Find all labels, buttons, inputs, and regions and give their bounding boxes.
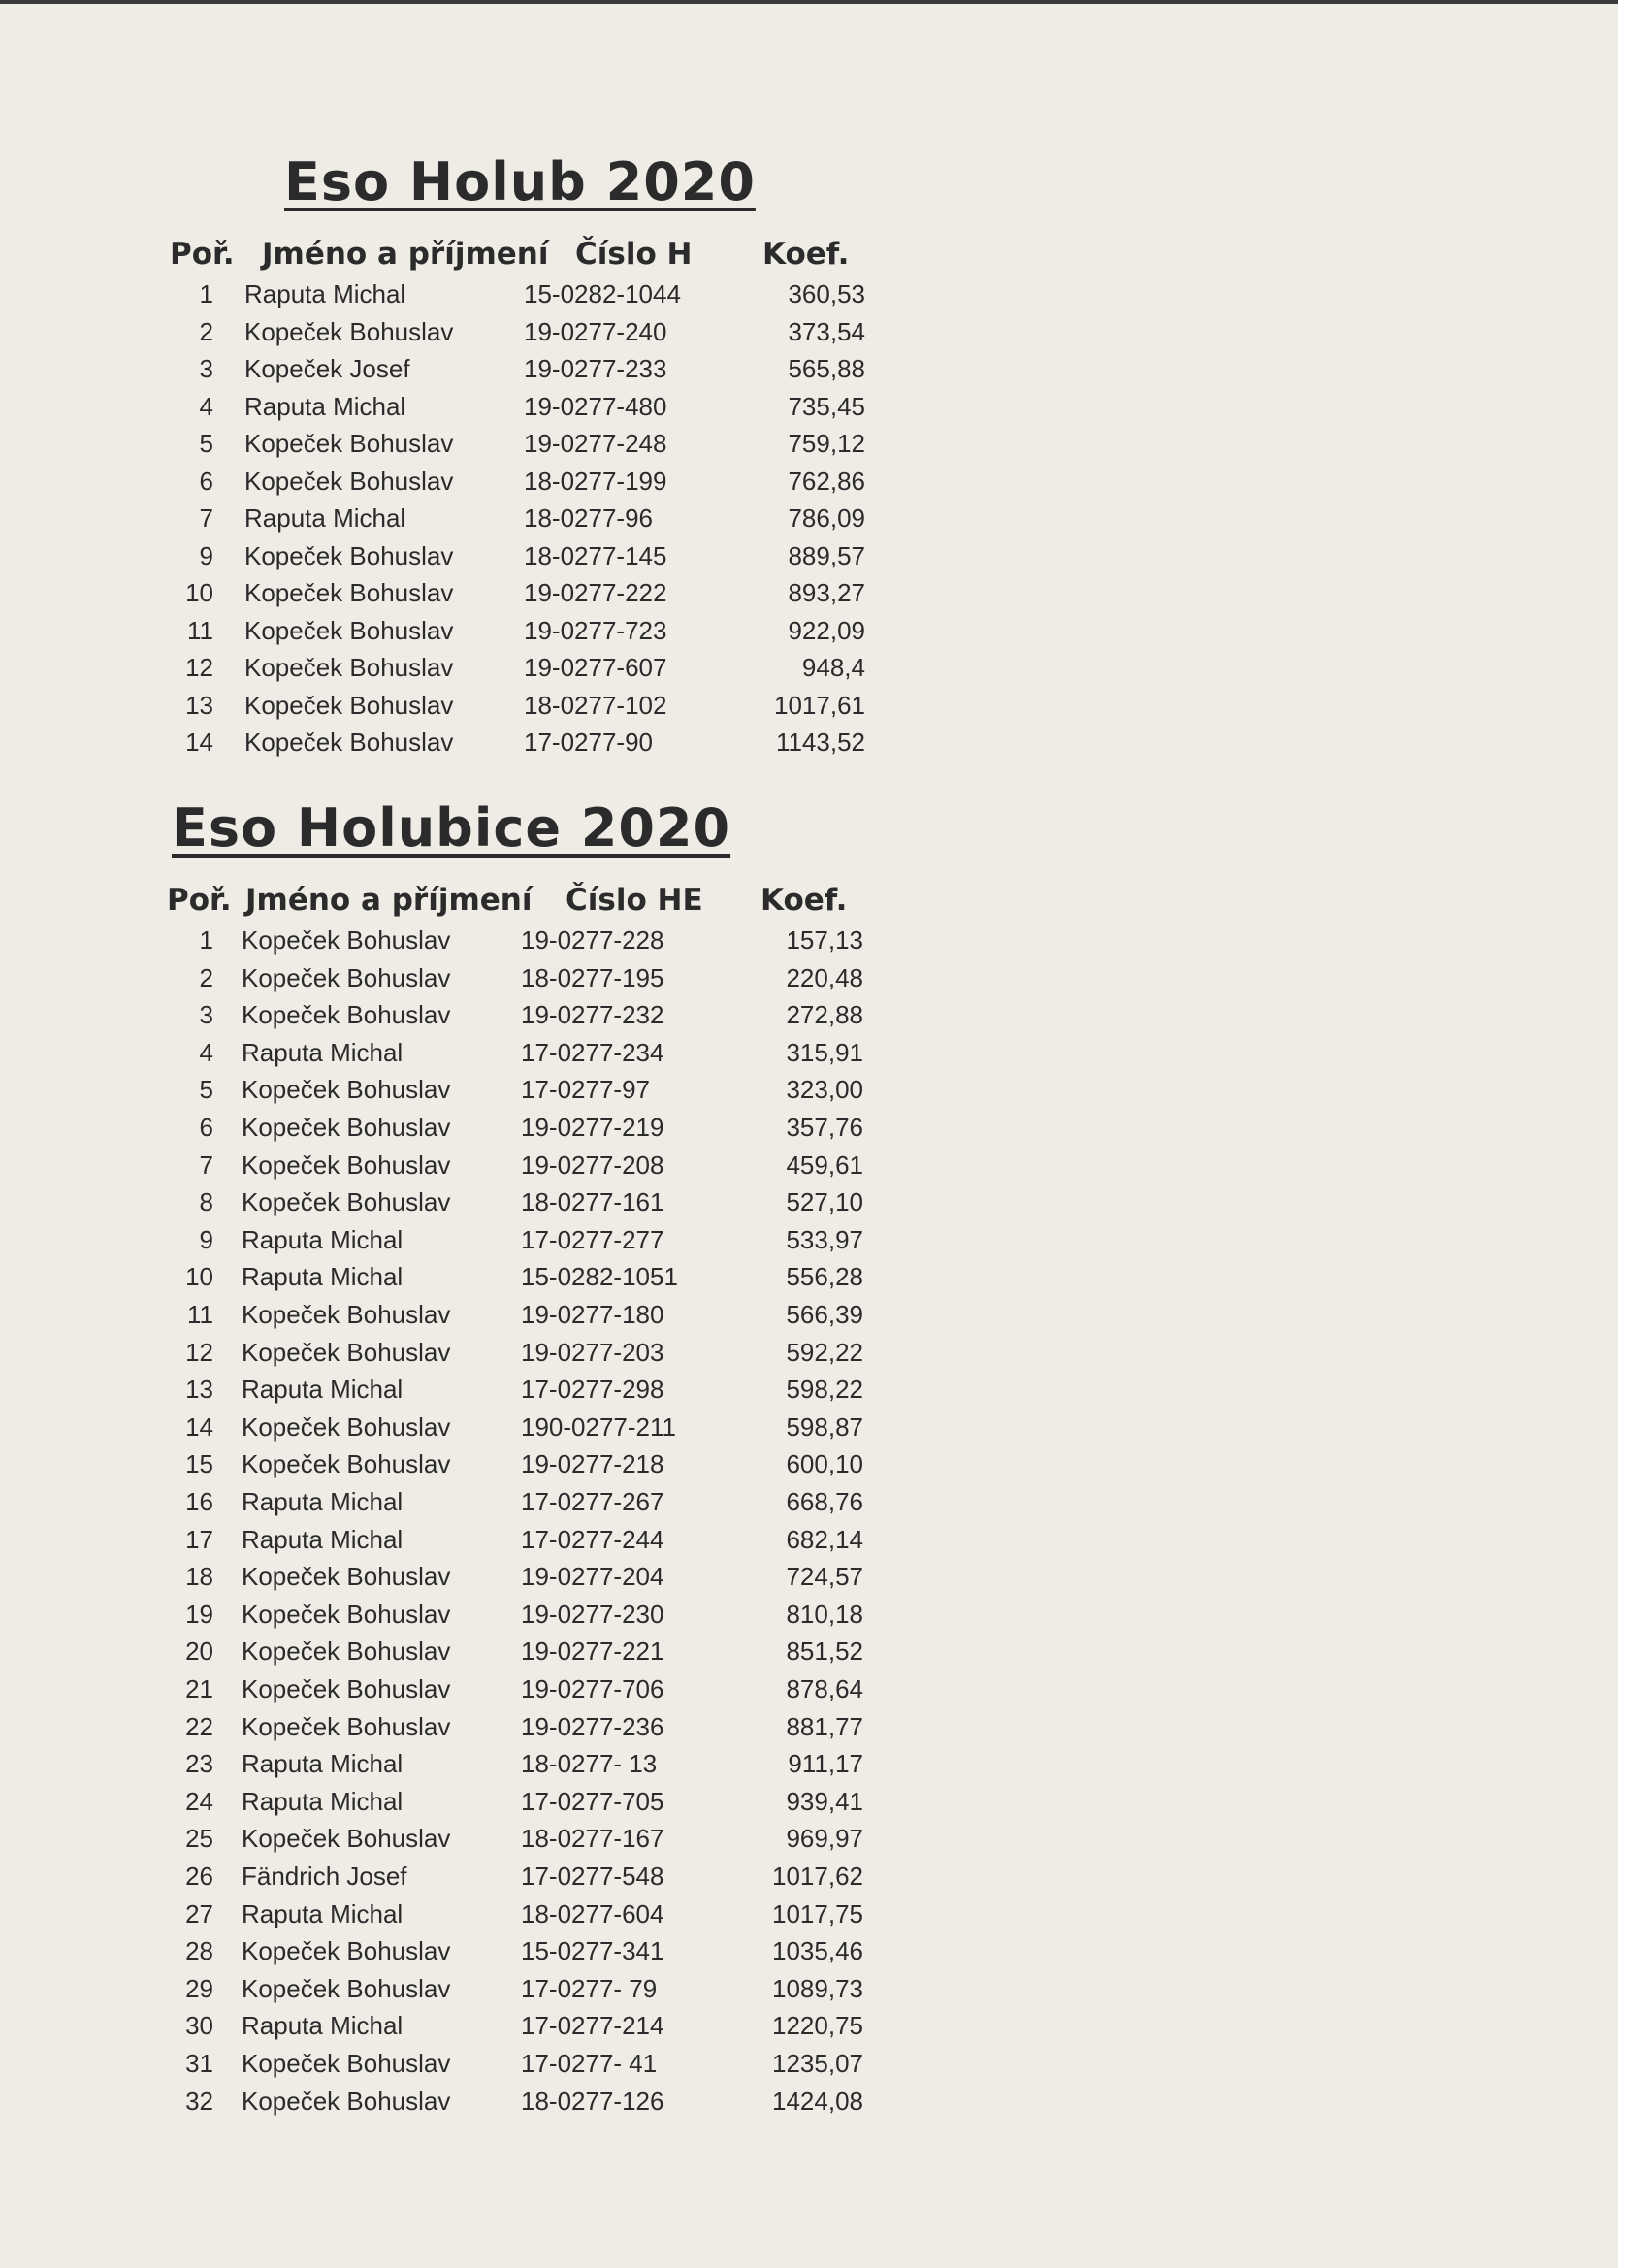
holubice-header-cislo: Číslo HE	[566, 883, 703, 918]
row-number: 1	[199, 925, 213, 955]
row-coefficient: 735,45	[788, 391, 865, 421]
row-number: 6	[199, 1113, 213, 1142]
row-name: Fändrich Josef	[242, 1862, 407, 1891]
row-name: Raputa Michal	[244, 503, 406, 533]
row-ring-number: 19-0277-208	[521, 1150, 664, 1180]
row-coefficient: 1089,73	[772, 1973, 863, 2003]
row-coefficient: 668,76	[786, 1487, 863, 1516]
row-ring-number: 19-0277-221	[521, 1636, 664, 1667]
row-name: Kopeček Bohuslav	[242, 2086, 451, 2116]
row-number: 2	[199, 962, 213, 992]
holub-header-cislo: Číslo H	[575, 237, 693, 272]
row-ring-number: 17-0277- 41	[521, 2049, 658, 2078]
row-coefficient: 1424,08	[772, 2086, 863, 2116]
row-ring-number: 19-0277-218	[521, 1449, 664, 1479]
row-ring-number: 15-0277-341	[521, 1936, 664, 1966]
row-number: 11	[187, 1300, 213, 1329]
row-coefficient: 323,00	[786, 1075, 863, 1105]
row-number: 1	[199, 279, 213, 308]
row-number: 13	[185, 1375, 213, 1405]
row-name: Raputa Michal	[244, 279, 406, 308]
row-name: Raputa Michal	[242, 1037, 404, 1067]
row-ring-number: 17-0277- 79	[521, 1973, 658, 2003]
row-ring-number: 190-0277-211	[521, 1411, 676, 1442]
row-ring-number: 17-0277-97	[521, 1075, 650, 1105]
row-ring-number: 17-0277-244	[521, 1524, 664, 1554]
row-coefficient: 1143,52	[775, 728, 865, 757]
row-coefficient: 893,27	[788, 578, 865, 607]
row-name: Kopeček Bohuslav	[242, 1674, 451, 1703]
row-name: Raputa Michal	[242, 1262, 404, 1292]
row-coefficient: 759,12	[788, 429, 865, 458]
row-name: Kopeček Bohuslav	[244, 728, 454, 757]
row-coefficient: 565,88	[788, 354, 865, 383]
row-name: Kopeček Bohuslav	[242, 1449, 451, 1479]
row-ring-number: 19-0277-219	[521, 1113, 664, 1142]
row-number: 16	[185, 1487, 213, 1516]
row-name: Raputa Michal	[244, 391, 406, 421]
row-number: 23	[185, 1749, 213, 1779]
row-number: 8	[199, 1187, 213, 1217]
row-number: 10	[185, 578, 213, 607]
row-ring-number: 18-0277-604	[521, 1898, 664, 1928]
row-coefficient: 878,64	[786, 1674, 863, 1703]
holubice-header-por: Poř.	[167, 883, 232, 918]
row-ring-number: 18-0277- 13	[521, 1749, 658, 1779]
row-number: 24	[185, 1786, 213, 1816]
row-number: 15	[185, 1449, 213, 1479]
row-number: 26	[185, 1862, 213, 1891]
row-coefficient: 911,17	[788, 1749, 863, 1779]
row-ring-number: 19-0277-222	[524, 578, 667, 607]
row-name: Kopeček Bohuslav	[242, 1075, 451, 1105]
row-ring-number: 19-0277-180	[521, 1300, 664, 1329]
holubice-header-name: Jméno a příjmení	[245, 883, 533, 918]
row-number: 19	[185, 1599, 213, 1629]
row-number: 5	[199, 1075, 213, 1105]
row-name: Kopeček Bohuslav	[242, 1300, 451, 1329]
holub-header-por: Poř.	[170, 237, 235, 272]
row-name: Kopeček Bohuslav	[242, 1000, 451, 1030]
row-ring-number: 19-0277-248	[524, 429, 667, 458]
row-name: Raputa Michal	[242, 1898, 404, 1928]
row-name: Raputa Michal	[242, 1487, 404, 1516]
row-coefficient: 157,13	[786, 925, 863, 955]
row-coefficient: 592,22	[786, 1337, 863, 1367]
row-coefficient: 762,86	[788, 466, 865, 496]
row-name: Raputa Michal	[242, 1524, 404, 1554]
row-ring-number: 18-0277-126	[521, 2086, 664, 2116]
row-number: 27	[185, 1898, 213, 1928]
row-coefficient: 360,53	[788, 279, 865, 308]
row-name: Kopeček Bohuslav	[244, 615, 454, 645]
row-name: Kopeček Bohuslav	[242, 2049, 451, 2078]
row-number: 21	[185, 1674, 213, 1703]
row-number: 11	[187, 615, 213, 645]
row-coefficient: 939,41	[786, 1786, 863, 1816]
row-name: Kopeček Bohuslav	[242, 1337, 451, 1367]
row-number: 12	[185, 653, 213, 682]
scan-edge	[1618, 0, 1649, 2268]
row-coefficient: 527,10	[786, 1187, 863, 1217]
row-number: 10	[185, 1262, 213, 1292]
row-name: Kopeček Bohuslav	[242, 925, 451, 955]
row-number: 30	[185, 2011, 213, 2041]
row-ring-number: 18-0277-199	[524, 466, 667, 496]
row-number: 9	[199, 540, 213, 570]
row-name: Kopeček Bohuslav	[244, 653, 454, 682]
row-ring-number: 19-0277-240	[524, 316, 667, 346]
row-ring-number: 17-0277-90	[524, 728, 653, 757]
row-ring-number: 19-0277-203	[521, 1337, 664, 1367]
row-ring-number: 19-0277-723	[524, 615, 667, 645]
row-number: 18	[185, 1562, 213, 1592]
row-number: 32	[185, 2086, 213, 2116]
row-number: 25	[185, 1824, 213, 1854]
row-number: 7	[199, 503, 213, 533]
row-coefficient: 533,97	[786, 1224, 863, 1254]
row-coefficient: 459,61	[786, 1150, 863, 1180]
row-ring-number: 17-0277-277	[521, 1224, 664, 1254]
row-coefficient: 373,54	[788, 316, 865, 346]
holubice-header-koef: Koef.	[760, 883, 848, 918]
row-coefficient: 724,57	[786, 1562, 863, 1592]
row-name: Kopeček Bohuslav	[242, 1150, 451, 1180]
row-name: Kopeček Bohuslav	[242, 1824, 451, 1854]
row-coefficient: 272,88	[786, 1000, 863, 1030]
row-coefficient: 1035,46	[772, 1936, 863, 1966]
row-ring-number: 18-0277-145	[524, 540, 667, 570]
row-ring-number: 19-0277-706	[521, 1674, 664, 1703]
row-ring-number: 19-0277-236	[521, 1711, 664, 1741]
row-number: 6	[199, 466, 213, 496]
row-number: 4	[199, 391, 213, 421]
holubice-title: Eso Holubice 2020	[172, 797, 731, 859]
row-name: Kopeček Bohuslav	[244, 316, 454, 346]
row-coefficient: 556,28	[786, 1262, 863, 1292]
row-name: Kopeček Josef	[244, 354, 410, 383]
row-coefficient: 786,09	[788, 503, 865, 533]
row-coefficient: 1220,75	[772, 2011, 863, 2041]
row-name: Raputa Michal	[242, 1786, 404, 1816]
row-number: 14	[185, 728, 213, 757]
row-ring-number: 19-0277-480	[524, 391, 667, 421]
row-number: 12	[185, 1337, 213, 1367]
row-name: Raputa Michal	[242, 1375, 404, 1405]
row-coefficient: 220,48	[786, 962, 863, 992]
row-number: 9	[199, 1224, 213, 1254]
row-name: Raputa Michal	[242, 1749, 404, 1779]
row-ring-number: 18-0277-195	[521, 962, 664, 992]
row-ring-number: 19-0277-232	[521, 1000, 664, 1030]
row-number: 17	[185, 1524, 213, 1554]
row-coefficient: 948,4	[801, 653, 865, 682]
row-number: 4	[199, 1037, 213, 1067]
row-coefficient: 1017,75	[772, 1898, 863, 1928]
holub-title: Eso Holub 2020	[284, 151, 756, 212]
row-coefficient: 922,09	[788, 615, 865, 645]
row-name: Kopeček Bohuslav	[244, 578, 454, 607]
row-number: 28	[185, 1936, 213, 1966]
row-name: Kopeček Bohuslav	[244, 429, 454, 458]
row-ring-number: 18-0277-167	[521, 1824, 664, 1854]
row-coefficient: 566,39	[786, 1300, 863, 1329]
row-ring-number: 17-0277-548	[521, 1862, 664, 1891]
row-number: 3	[199, 1000, 213, 1030]
row-number: 31	[185, 2049, 213, 2078]
row-name: Kopeček Bohuslav	[244, 466, 454, 496]
row-coefficient: 1235,07	[772, 2049, 863, 2078]
row-ring-number: 17-0277-267	[521, 1487, 664, 1516]
row-number: 5	[199, 429, 213, 458]
holub-header-koef: Koef.	[762, 237, 850, 272]
row-coefficient: 598,22	[786, 1375, 863, 1405]
row-number: 14	[185, 1411, 213, 1442]
row-ring-number: 19-0277-607	[524, 653, 667, 682]
row-coefficient: 969,97	[786, 1824, 863, 1854]
row-coefficient: 889,57	[788, 540, 865, 570]
row-number: 7	[199, 1150, 213, 1180]
row-ring-number: 19-0277-230	[521, 1599, 664, 1629]
row-name: Kopeček Bohuslav	[242, 1113, 451, 1142]
row-ring-number: 19-0277-204	[521, 1562, 664, 1592]
row-name: Kopeček Bohuslav	[242, 1187, 451, 1217]
row-name: Raputa Michal	[242, 2011, 404, 2041]
row-name: Kopeček Bohuslav	[244, 690, 454, 720]
row-coefficient: 810,18	[786, 1599, 863, 1629]
row-name: Kopeček Bohuslav	[242, 1711, 451, 1741]
row-ring-number: 15-0282-1044	[524, 279, 681, 308]
row-name: Kopeček Bohuslav	[242, 1599, 451, 1629]
row-coefficient: 881,77	[786, 1711, 863, 1741]
row-ring-number: 15-0282-1051	[521, 1262, 678, 1292]
row-ring-number: 18-0277-161	[521, 1187, 664, 1217]
row-number: 20	[185, 1636, 213, 1667]
row-ring-number: 17-0277-214	[521, 2011, 664, 2041]
row-name: Raputa Michal	[242, 1224, 404, 1254]
row-ring-number: 19-0277-228	[521, 925, 664, 955]
row-name: Kopeček Bohuslav	[242, 1562, 451, 1592]
row-coefficient: 1017,62	[772, 1862, 863, 1891]
row-name: Kopeček Bohuslav	[242, 962, 451, 992]
row-number: 3	[199, 354, 213, 383]
row-ring-number: 18-0277-96	[524, 503, 653, 533]
row-name: Kopeček Bohuslav	[244, 540, 454, 570]
row-coefficient: 315,91	[786, 1037, 863, 1067]
row-ring-number: 18-0277-102	[524, 690, 667, 720]
row-number: 22	[185, 1711, 213, 1741]
row-name: Kopeček Bohuslav	[242, 1411, 451, 1442]
row-coefficient: 357,76	[786, 1113, 863, 1142]
row-ring-number: 19-0277-233	[524, 354, 667, 383]
row-ring-number: 17-0277-705	[521, 1786, 664, 1816]
row-coefficient: 682,14	[786, 1524, 863, 1554]
row-name: Kopeček Bohuslav	[242, 1936, 451, 1966]
holub-header-name: Jméno a příjmení	[262, 237, 549, 272]
row-ring-number: 17-0277-298	[521, 1375, 664, 1405]
row-coefficient: 600,10	[786, 1449, 863, 1479]
row-number: 2	[199, 316, 213, 346]
row-number: 29	[185, 1973, 213, 2003]
row-name: Kopeček Bohuslav	[242, 1636, 451, 1667]
row-coefficient: 1017,61	[774, 690, 865, 720]
row-name: Kopeček Bohuslav	[242, 1973, 451, 2003]
row-number: 13	[185, 690, 213, 720]
row-coefficient: 598,87	[786, 1411, 863, 1442]
row-ring-number: 17-0277-234	[521, 1037, 664, 1067]
row-coefficient: 851,52	[786, 1636, 863, 1667]
